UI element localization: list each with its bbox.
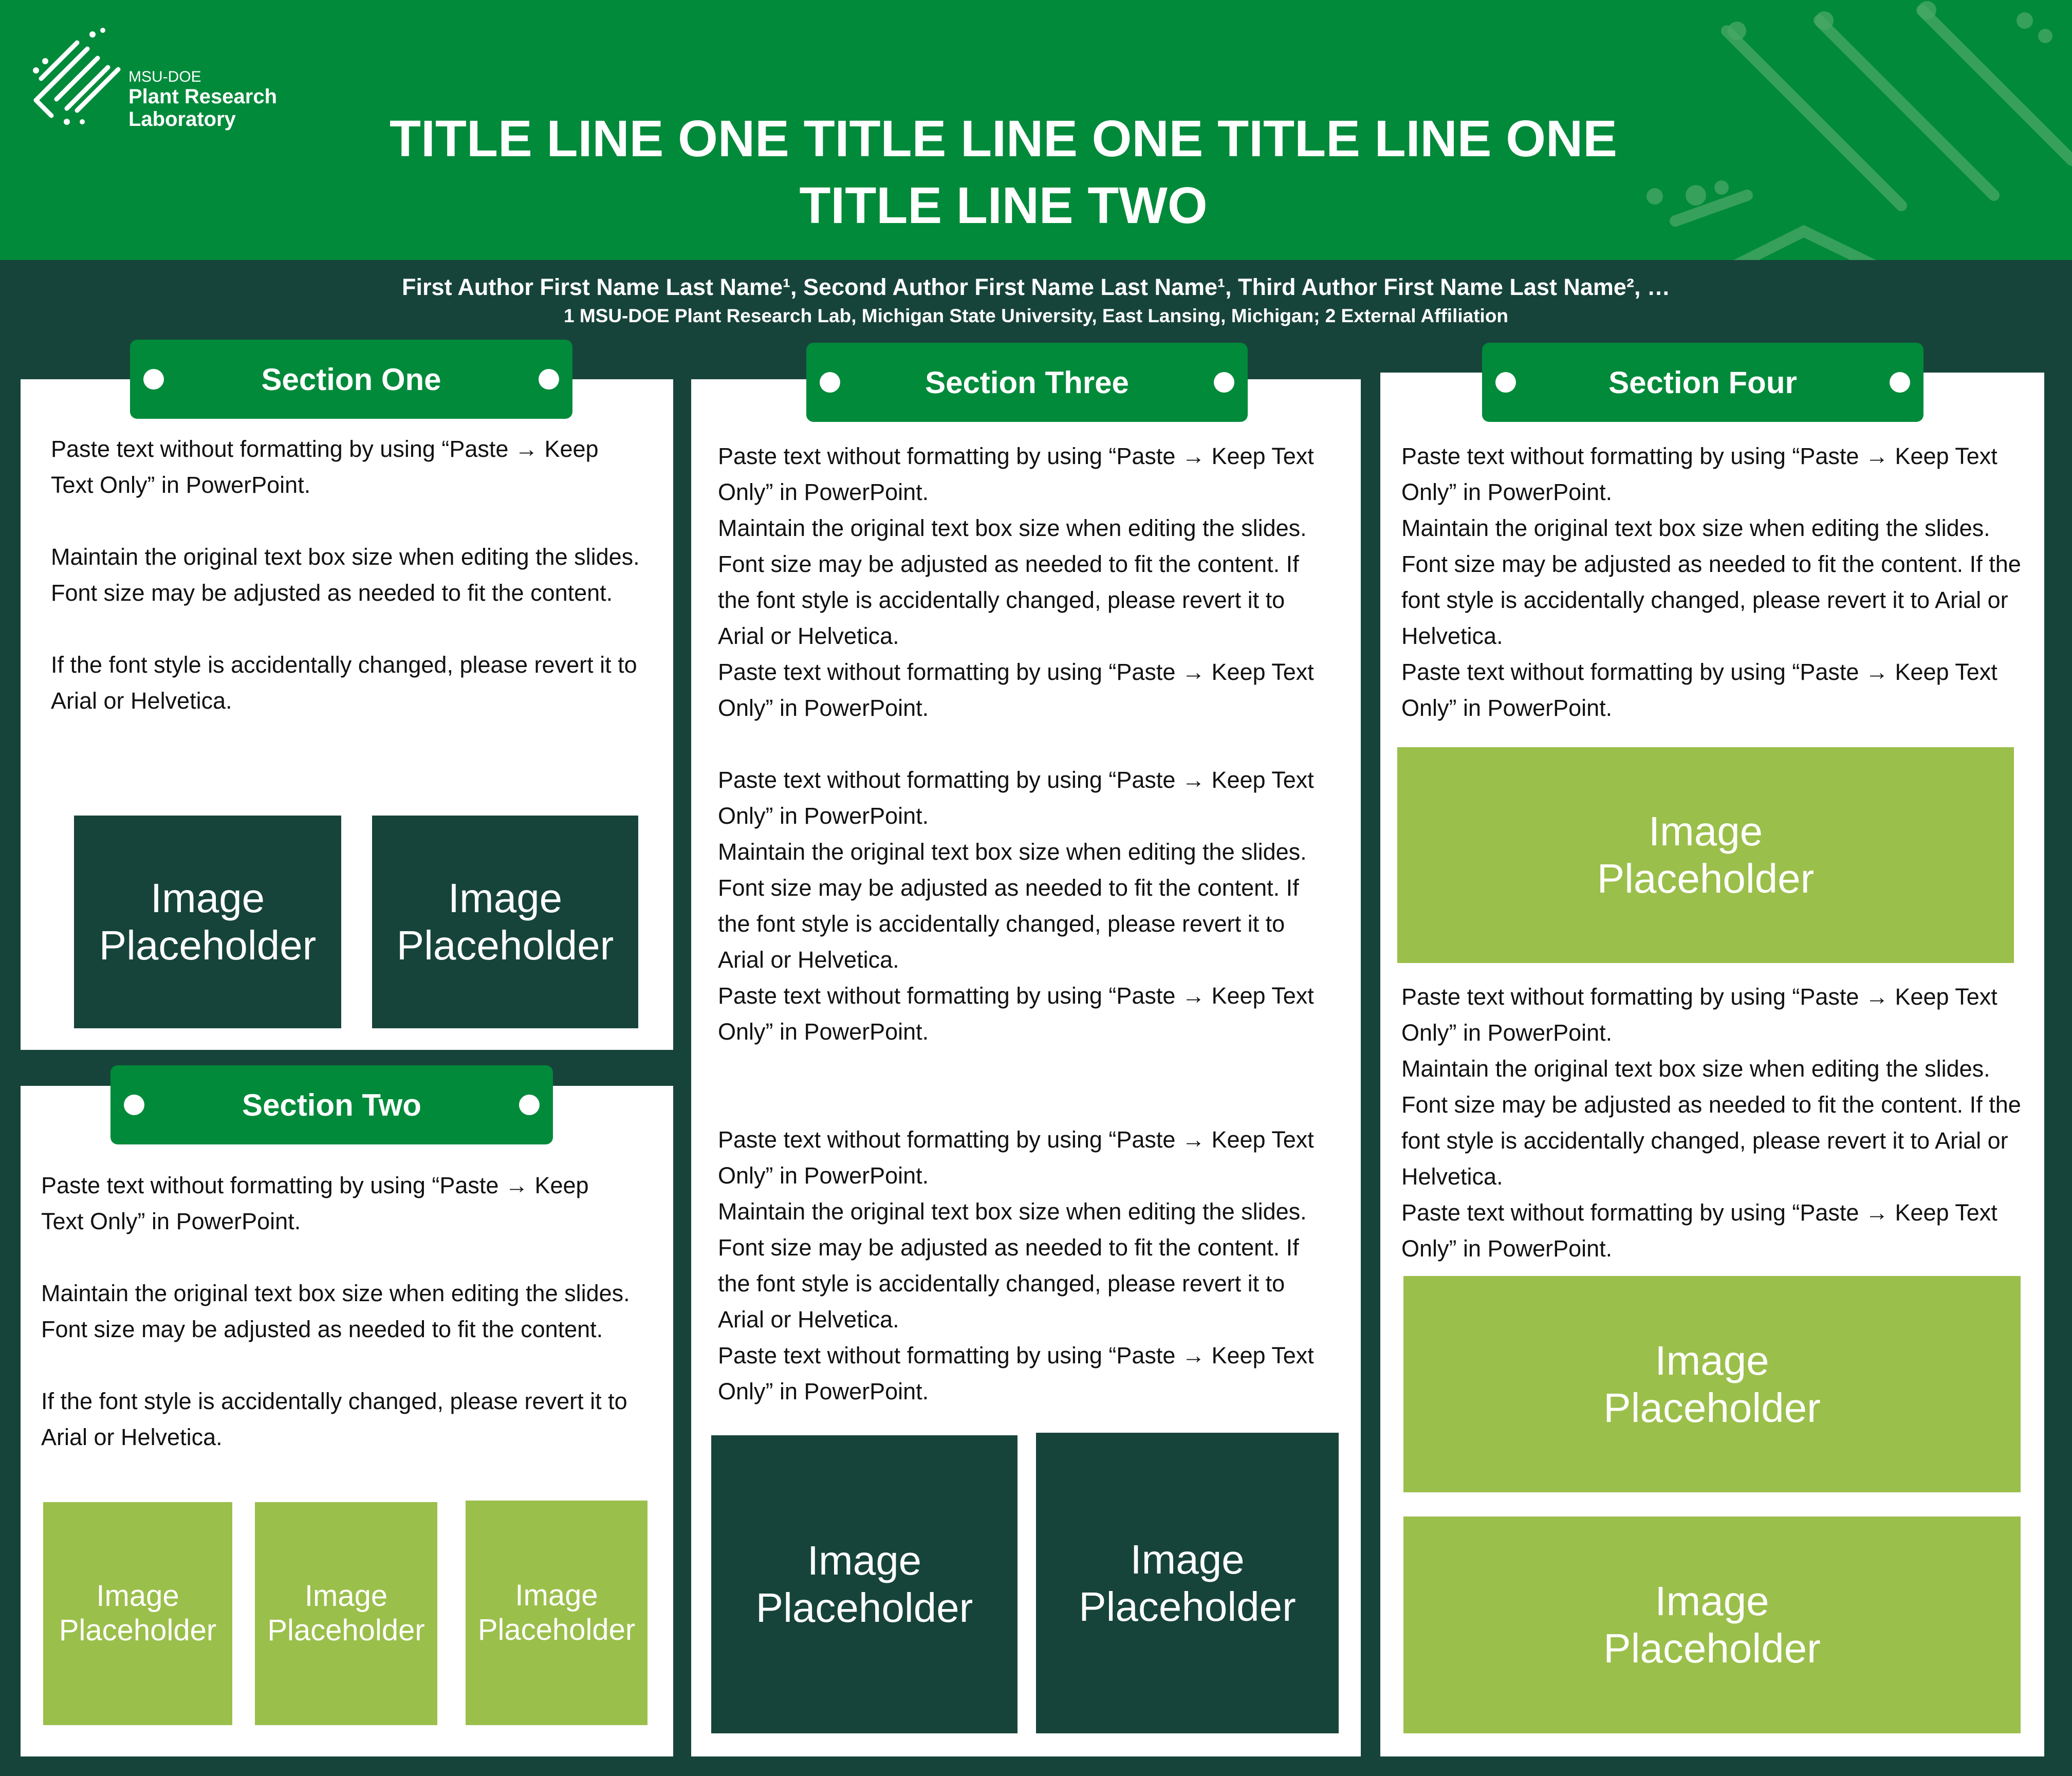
bullet-dot-icon	[539, 369, 559, 390]
paragraph: Maintain the original text box size when editing the slides. Font size may be adjusted as needed to fit the content.	[41, 1280, 630, 1342]
title-line-two: TITLE LINE TWO	[799, 177, 1208, 234]
paragraph: Paste text without formatting by using “Paste → Keep Text Only” in PowerPoint.	[718, 443, 1314, 505]
image-placeholder: Image Placeholder	[74, 816, 341, 1028]
section-one-title: Section One	[261, 362, 441, 397]
bullet-dot-icon	[1214, 372, 1234, 393]
affiliations: 1 MSU-DOE Plant Research Lab, Michigan State University, East Lansing, Michigan; 2 External Affiliation	[563, 305, 1509, 326]
paragraph: Maintain the original text box size when editing the slides. Font size may be adjusted as needed to fit the content. If the font style is accidentally changed, please revert it to Arial or Helvetica.	[1401, 1056, 2021, 1190]
section-three-text	[718, 438, 1335, 1410]
image-placeholder: Image Placeholder	[1397, 747, 2014, 963]
paragraph: Maintain the original text box size when editing the slides. Font size may be adjusted as needed to fit the content. If the font style is accidentally changed, please revert it to Arial or Helvetica.	[718, 1198, 1307, 1333]
image-placeholder: Image Placeholder	[466, 1501, 647, 1725]
section-four-text-bottom	[1401, 979, 2033, 1267]
section-four-title: Section Four	[1608, 365, 1797, 400]
paragraph: Paste text without formatting by using “Paste → Keep Text Only” in PowerPoint.	[1401, 443, 1997, 505]
logo-line1: MSU-DOE	[128, 68, 201, 85]
bullet-dot-icon	[124, 1095, 144, 1115]
paragraph: If the font style is accidentally changed, please revert it to Arial or Helvetica.	[41, 1388, 627, 1450]
image-placeholder: Image Placeholder	[711, 1435, 1017, 1733]
paragraph: Maintain the original text box size when editing the slides. Font size may be adjusted as needed to fit the content. If the font style is accidentally changed, please revert it to Arial or Helvetica.	[718, 515, 1307, 649]
bullet-dot-icon	[820, 372, 840, 393]
paragraph: Maintain the original text box size when editing the slides. Font size may be adjusted as needed to fit the content.	[51, 544, 640, 606]
image-placeholder: Image Placeholder	[1036, 1433, 1339, 1733]
section-three-title: Section Three	[925, 365, 1129, 400]
paragraph: Paste text without formatting by using “Paste → Keep Text Only” in PowerPoint.	[41, 1172, 589, 1234]
image-placeholder: Image Placeholder	[255, 1502, 437, 1725]
bullet-dot-icon	[143, 369, 164, 390]
logo-line3: Laboratory	[128, 108, 236, 131]
image-placeholder: Image Placeholder	[372, 816, 638, 1028]
section-two-header	[110, 1065, 553, 1144]
image-placeholder: Image Placeholder	[1403, 1516, 2021, 1733]
paragraph: Maintain the original text box size when editing the slides. Font size may be adjusted as needed to fit the content. If the font style is accidentally changed, please revert it to Arial or Helvetica.	[1401, 515, 2021, 649]
paragraph: Paste text without formatting by using “Paste → Keep Text Only” in PowerPoint.	[718, 767, 1314, 829]
image-placeholder: Image Placeholder	[43, 1502, 232, 1725]
paragraph: Paste text without formatting by using “Paste → Keep Text Only” in PowerPoint.	[718, 1126, 1314, 1189]
section-two-text	[41, 1168, 632, 1455]
header-banner	[0, 0, 2072, 260]
bullet-dot-icon	[1890, 372, 1910, 393]
logo-line2: Plant Research	[128, 85, 278, 108]
paragraph: If the font style is accidentally changed, please revert it to Arial or Helvetica.	[51, 652, 637, 714]
paragraph: Paste text without formatting by using “Paste → Keep Text Only” in PowerPoint.	[1401, 1199, 1997, 1262]
paragraph: Paste text without formatting by using “Paste → Keep Text Only” in PowerPoint.	[51, 436, 599, 498]
section-three-header	[806, 343, 1248, 422]
author-list: First Author First Name Last Name¹, Second Author First Name Last Name¹, Third Author First Name Last Name², …	[402, 274, 1670, 300]
section-one-text	[51, 431, 642, 719]
title-line-one: TITLE LINE ONE TITLE LINE ONE TITLE LINE ONE	[390, 110, 1617, 168]
poster-title	[0, 105, 2007, 239]
paragraph: Paste text without formatting by using “Paste → Keep Text Only” in PowerPoint.	[1401, 984, 1997, 1046]
paragraph: Paste text without formatting by using “Paste → Keep Text Only” in PowerPoint.	[1401, 659, 1997, 721]
section-four-header	[1482, 343, 1923, 422]
section-four-text-top	[1401, 438, 2033, 726]
section-one-header	[130, 340, 572, 419]
bullet-dot-icon	[1495, 372, 1516, 393]
bullet-dot-icon	[519, 1095, 540, 1115]
paragraph: Maintain the original text box size when editing the slides. Font size may be adjusted as needed to fit the content. If the font style is accidentally changed, please revert it to Arial or Helvetica.	[718, 839, 1307, 973]
image-placeholder: Image Placeholder	[1403, 1276, 2021, 1492]
section-two-title: Section Two	[242, 1087, 421, 1122]
paragraph: Paste text without formatting by using “Paste → Keep Text Only” in PowerPoint.	[718, 983, 1314, 1045]
paragraph: Paste text without formatting by using “Paste → Keep Text Only” in PowerPoint.	[718, 1342, 1314, 1404]
paragraph: Paste text without formatting by using “Paste → Keep Text Only” in PowerPoint.	[718, 659, 1314, 721]
